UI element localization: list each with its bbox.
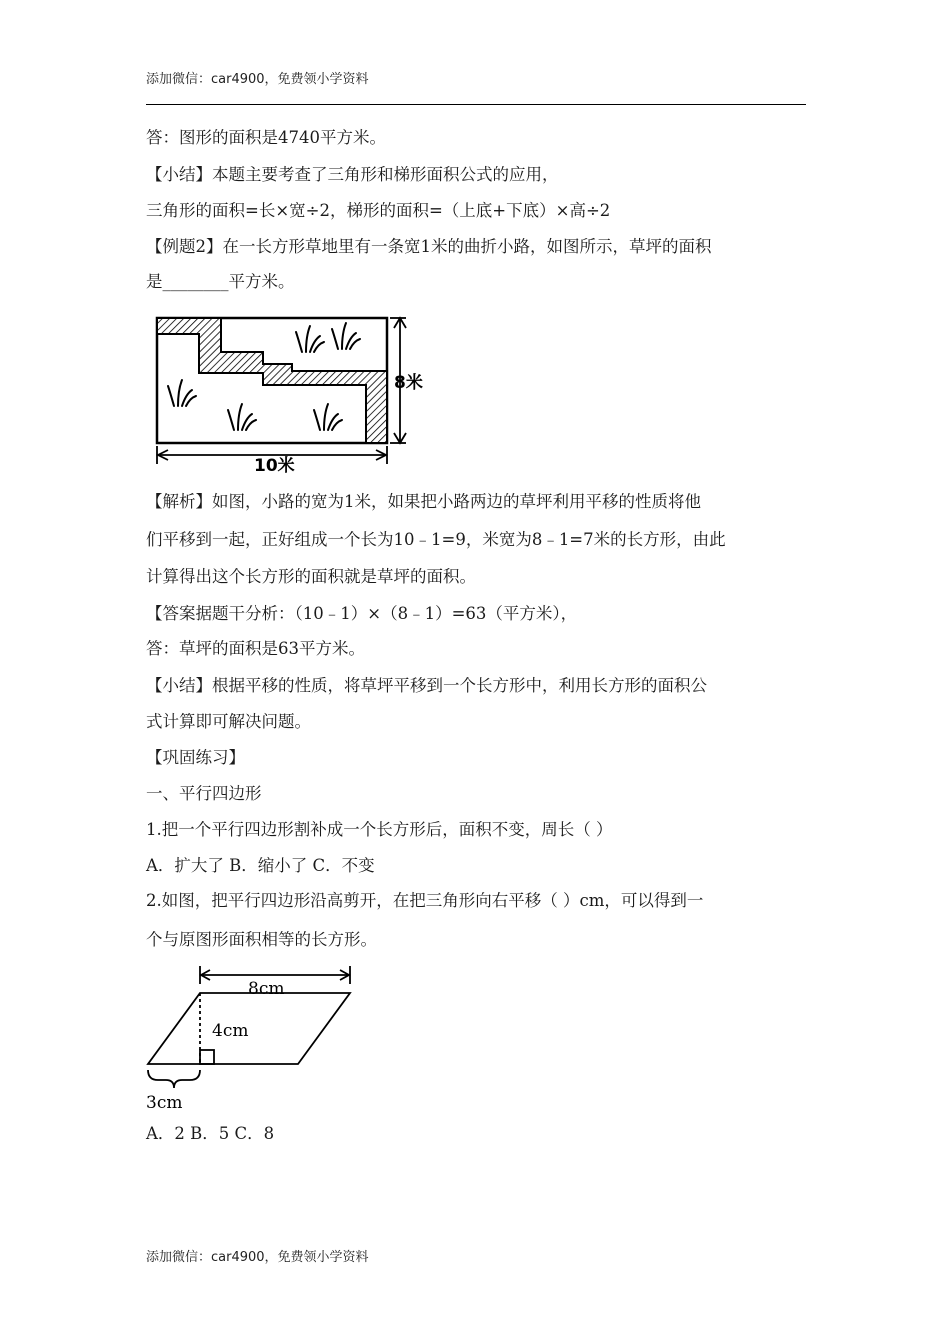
analysis-line-3: 计算得出这个长方形的面积就是草坪的面积。 [146,567,476,586]
section-heading: 一、平行四边形 [146,784,262,803]
example2-line-2: 是________平方米。 [146,272,295,291]
practice-heading: 【巩固练习】 [146,748,245,767]
height-length-label: 4cm [212,1021,249,1041]
example2-line-1: 【例题2】在一长方形草地里有一条宽1米的曲折小路，如图所示，草坪的面积 [146,237,712,256]
right-angle-marker [200,1050,214,1064]
width-label: 10米 [254,456,295,476]
top-length-label: 8cm [248,979,285,999]
question-1-options: A．扩大了 B．缩小了 C．不变 [146,856,375,875]
parallelogram-figure [140,958,370,1118]
answer-line-2: 答：草坪的面积是63平方米。 [146,639,365,658]
header-note: 添加微信：car4900，免费领小学资料 [146,72,369,87]
question-2-line-2: 个与原图形面积相等的长方形。 [146,930,377,949]
offset-length-label: 3cm [146,1093,183,1113]
summary2-line-1: 【小结】根据平移的性质，将草坪平移到一个长方形中，利用长方形的面积公 [146,676,707,695]
analysis-line-1: 【解析】如图，小路的宽为1米，如果把小路两边的草坪利用平移的性质将他 [146,492,701,511]
header-rule [146,104,806,105]
question-1: 1.把一个平行四边形割补成一个长方形后，面积不变，周长（ ） [146,820,613,839]
answer-analysis-line: 【答案据题干分析：（10﹣1）×（8﹣1）=63（平方米）， [146,604,578,623]
summary2-line-2: 式计算即可解决问题。 [146,712,311,731]
lawn-path-figure [146,306,436,478]
answer-line-1: 答：图形的面积是4740平方米。 [146,128,386,147]
footer-note: 添加微信：car4900，免费领小学资料 [146,1250,369,1265]
parallelogram-shape [148,993,350,1064]
summary-line-1: 【小结】本题主要考查了三角形和梯形面积公式的应用， [146,165,559,184]
question-2-options: A．2 B．5 C．8 [146,1124,275,1143]
offset-brace [148,1070,200,1088]
height-label: 8米 [394,373,423,393]
analysis-line-2: 们平移到一起，正好组成一个长为10﹣1=9，米宽为8﹣1=7米的长方形，由此 [146,530,726,549]
formula-line: 三角形的面积=长×宽÷2，梯形的面积=（上底+下底）×高÷2 [146,201,611,220]
question-2-line-1: 2.如图，把平行四边形沿高剪开，在把三角形向右平移（ ）cm，可以得到一 [146,891,704,910]
